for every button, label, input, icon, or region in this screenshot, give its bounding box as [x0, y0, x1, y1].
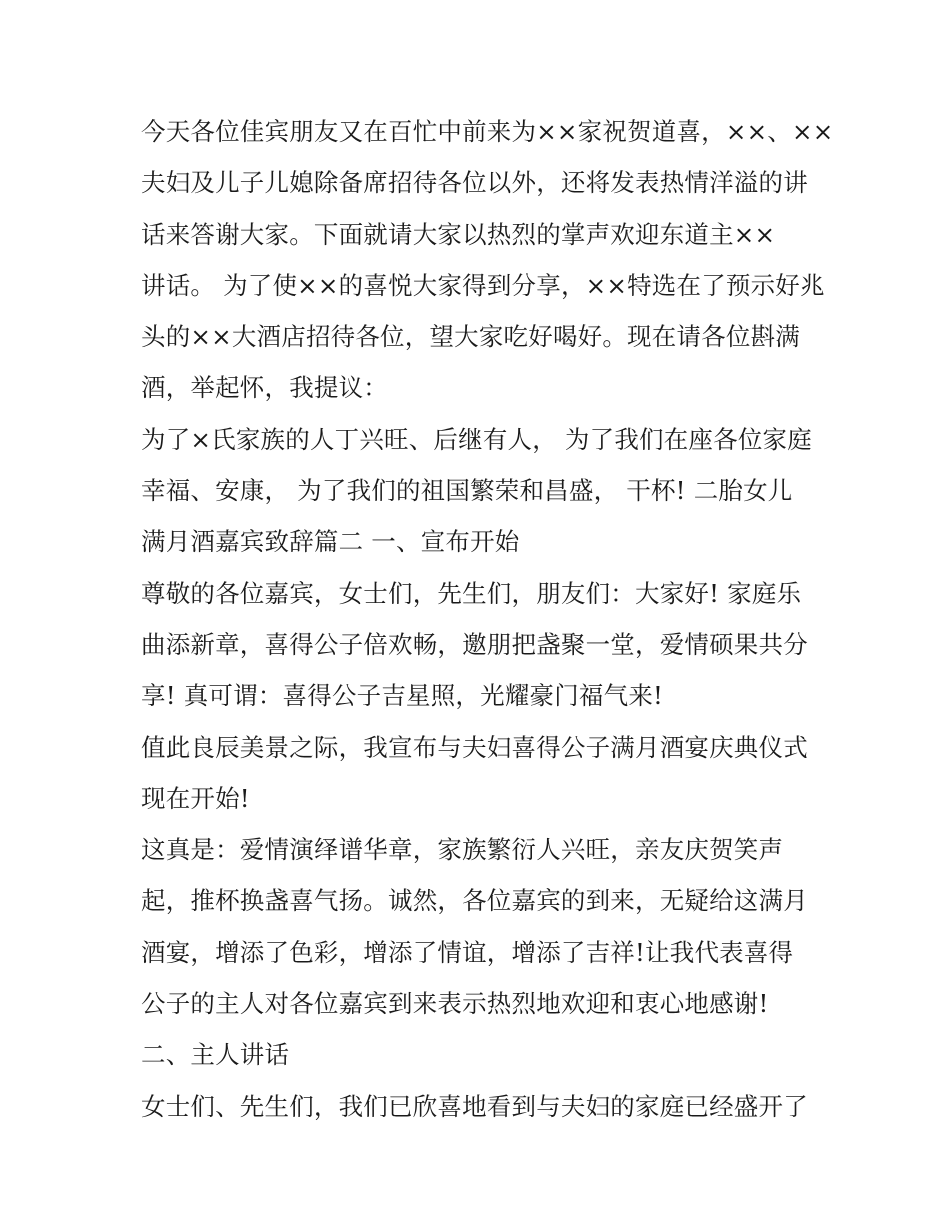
- text-line: 曲添新章，喜得公子倍欢畅，邀朋把盏聚一堂，爱情硕果共分: [141, 629, 808, 659]
- document-body: [141, 106, 834, 1132]
- text-line: 满月酒嘉宾致辞篇二 一、宣布开始: [141, 527, 520, 557]
- text-line: 二、主人讲话: [141, 1040, 290, 1070]
- text-line: 起，推杯换盏喜气扬。诚然，各位嘉宾的到来，无疑给这满月: [141, 886, 808, 916]
- text-line: 今天各位佳宾朋友又在百忙中前来为××家祝贺道喜，××、××: [141, 117, 834, 146]
- text-line: 享! 真可谓：喜得公子吉星照，光耀豪门福气来!: [141, 681, 664, 711]
- text-line: 值此良辰美景之际，我宣布与夫妇喜得公子满月酒宴庆典仪式: [141, 732, 808, 762]
- text-line: 酒，举起怀，我提议：: [141, 373, 388, 403]
- text-line: 这真是：爱情演绎谱华章，家族繁衍人兴旺，亲友庆贺笑声: [141, 835, 784, 865]
- text-line: 尊敬的各位嘉宾，女士们，先生们，朋友们：大家好! 家庭乐: [141, 578, 802, 608]
- text-line: 现在开始!: [141, 783, 250, 813]
- text-line: 酒宴，增添了色彩，增添了情谊，增添了吉祥!让我代表喜得: [141, 937, 794, 967]
- text-line: 夫妇及儿子儿媳除备席招待各位以外，还将发表热情洋溢的讲: [141, 168, 808, 198]
- text-line: 话来答谢大家。下面就请大家以热烈的掌声欢迎东道主××: [141, 219, 776, 249]
- text-line: 头的××大酒店招待各位，望大家吃好喝好。现在请各位斟满: [141, 322, 800, 352]
- text-line: 女士们、先生们，我们已欣喜地看到与夫妇的家庭已经盛开了: [141, 1091, 808, 1121]
- text-line: 公子的主人对各位嘉宾到来表示热烈地欢迎和衷心地感谢!: [141, 989, 769, 1019]
- text-line: 为了×氏家族的人丁兴旺、后继有人， 为了我们在座各位家庭: [141, 424, 812, 454]
- text-line: 讲话。 为了使××的喜悦大家得到分享，××特选在了预示好兆: [141, 270, 825, 300]
- text-line: 幸福、安康， 为了我们的祖国繁荣和昌盛， 干杯! 二胎女儿: [141, 476, 793, 506]
